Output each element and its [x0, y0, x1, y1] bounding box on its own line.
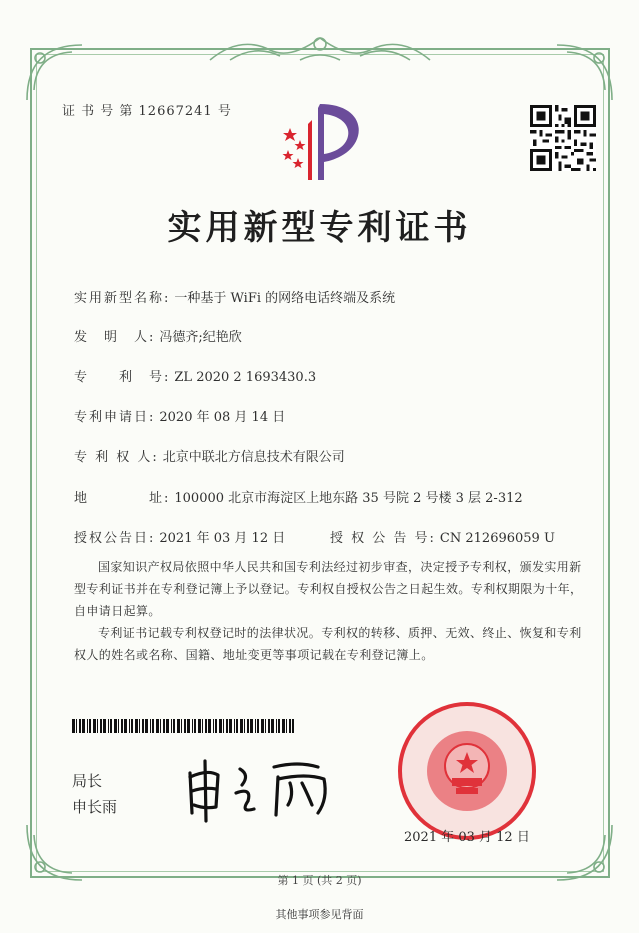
field-value: ZL 2020 2 1693430.3	[174, 370, 317, 385]
address-field	[74, 487, 523, 506]
field-value: 100000 北京市海淀区上地东路 35 号院 2 号楼 3 层 2-312	[174, 491, 523, 506]
field-value: 2020 年 08 月 14 日	[159, 410, 286, 425]
official-seal-icon	[396, 700, 538, 842]
field-label: 授权公告日:	[74, 531, 156, 546]
grant-statement-paragraph: 国家知识产权局依照中华人民共和国专利法经过初步审查，决定授予专利权，颁发实用新型专利证书并在专利登记簿上予以登记。专利权自授权公告之日起生效。专利权期限为十年，自申请日起算。	[74, 560, 583, 618]
seal-date: 2021 年 03 月 12 日	[404, 830, 530, 845]
field-label: 专 利 权 人:	[74, 450, 159, 465]
field-value: CN 212696059 U	[439, 531, 555, 546]
field-label: 地 址:	[74, 491, 171, 506]
field-label: 专 利 号:	[74, 370, 171, 385]
director-title: 局长	[72, 772, 103, 790]
field-value: 一种基于 WiFi 的网络电话终端及系统	[174, 291, 396, 306]
field-value: 北京中联北方信息技术有限公司	[162, 450, 345, 465]
certificate-title: 实用新型专利证书	[167, 208, 472, 248]
field-label: 发 明 人:	[74, 330, 156, 345]
barcode-icon	[72, 719, 294, 733]
patentee-field	[74, 446, 345, 465]
field-value: 冯德齐;纪艳欣	[159, 330, 242, 345]
patent-number-field	[74, 366, 316, 385]
corner-ornament-icon	[547, 40, 617, 110]
director-name: 申长雨	[72, 798, 118, 816]
footer-note: 其他事项参见背面	[275, 908, 364, 921]
cnipa-logo-icon	[278, 100, 368, 182]
qr-code-icon	[530, 105, 596, 171]
field-label: 实用新型名称:	[74, 291, 171, 306]
utility-model-name-field	[74, 287, 395, 306]
field-value: 2021 年 03 月 12 日	[159, 531, 286, 546]
field-label: 专利申请日:	[74, 410, 156, 425]
grant-date-field	[74, 527, 285, 546]
page-number: 第 1 页 (共 2 页)	[277, 874, 362, 887]
top-ornament-icon	[200, 30, 440, 68]
signature-icon	[178, 755, 338, 825]
filing-date-field	[74, 406, 285, 425]
certificate-number: 证 书 号 第 12667241 号	[62, 104, 232, 119]
legal-status-paragraph: 专利证书记载专利权登记时的法律状况。专利权的转移、质押、无效、终止、恢复和专利权人的姓名或名称、国籍、地址变更等事项记载在专利登记簿上。	[74, 626, 582, 662]
grant-publication-number-field	[330, 527, 555, 546]
inventor-field	[74, 326, 242, 345]
field-label: 授 权 公 告 号:	[330, 531, 436, 546]
